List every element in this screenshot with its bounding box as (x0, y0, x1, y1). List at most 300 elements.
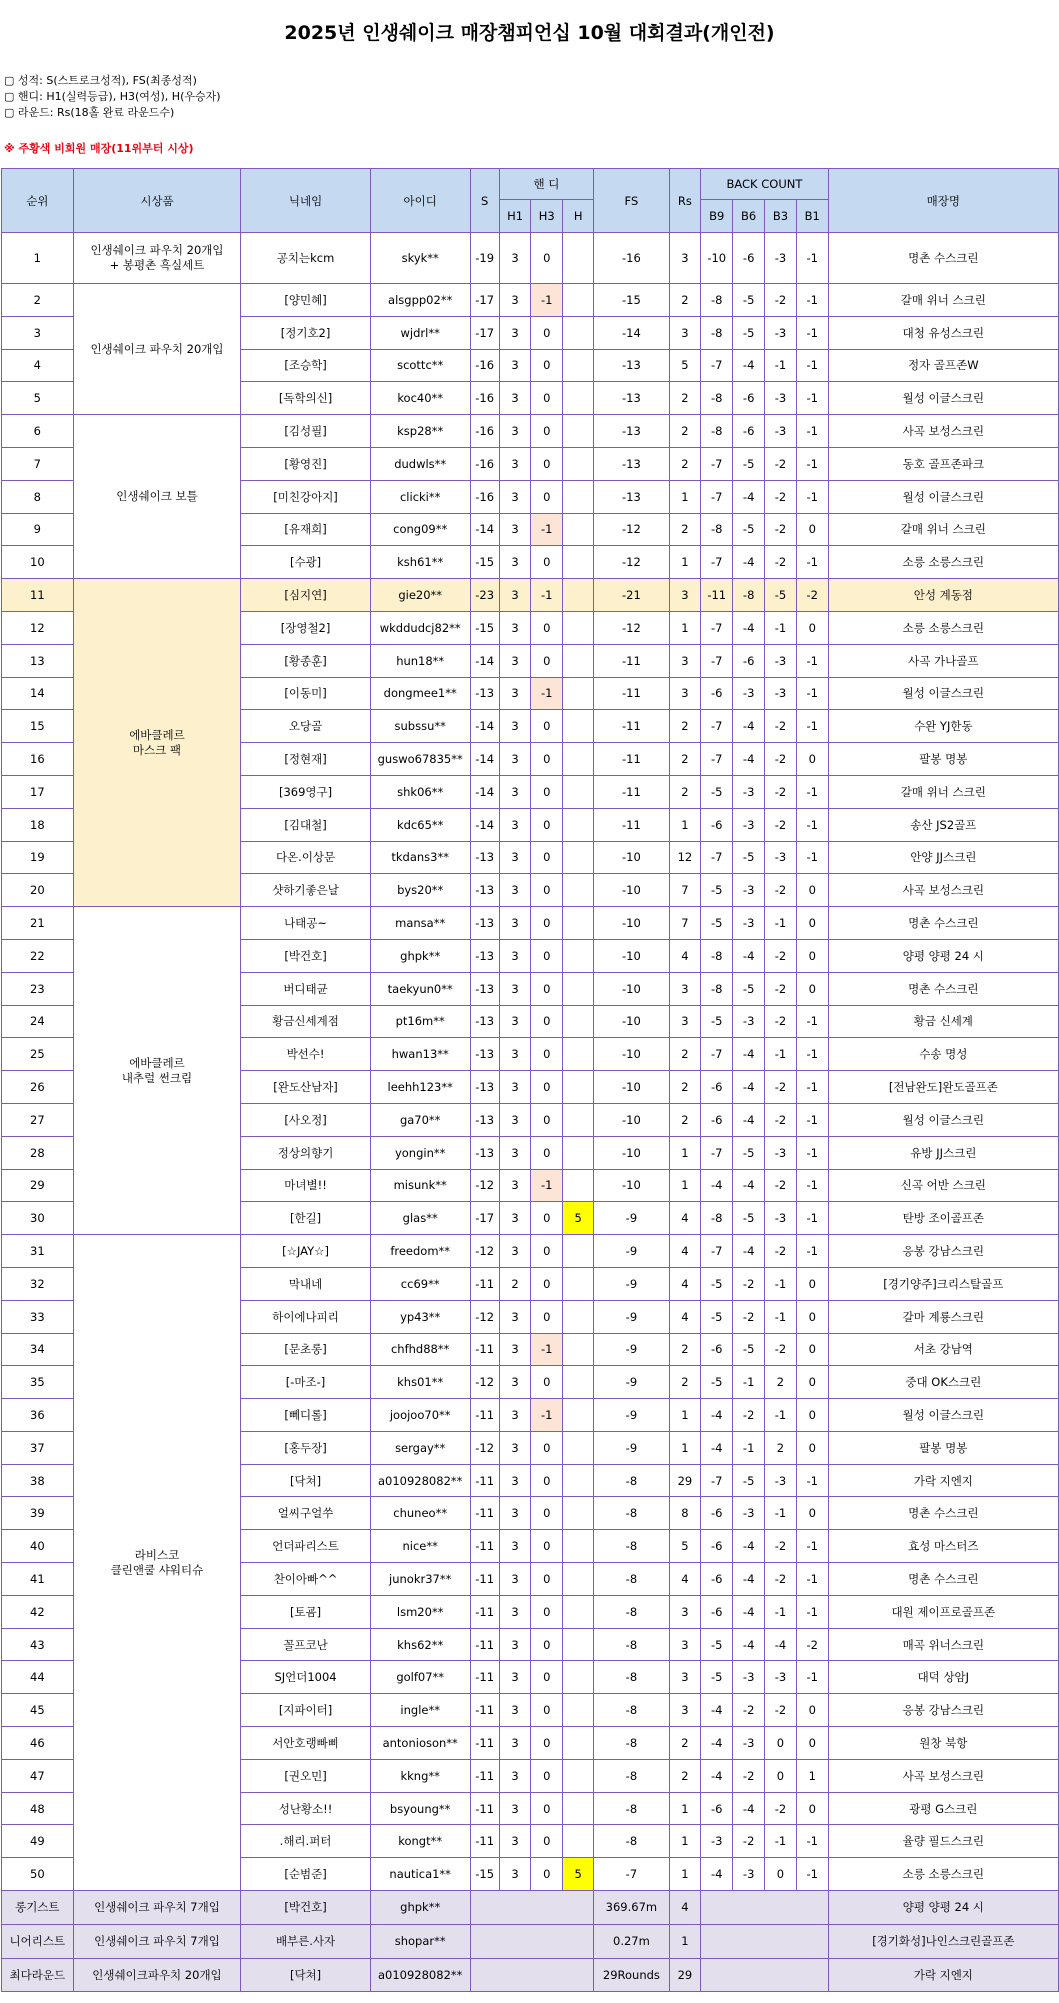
cell-h1: 3 (499, 1497, 531, 1530)
cell-stroke: -12 (470, 1169, 499, 1202)
cell-final-score: -11 (594, 644, 669, 677)
cell-b6: -4 (733, 349, 765, 382)
cell-h1: 3 (499, 1464, 531, 1497)
cell-rounds: 2 (669, 1366, 701, 1399)
cell-b9: -6 (701, 1563, 733, 1596)
cell-rank: 18 (2, 808, 74, 841)
cell-stroke: -13 (470, 841, 499, 874)
cell-h3: 0 (531, 907, 563, 940)
cell-b9: -3 (701, 1825, 733, 1858)
award-nickname: [닥쳐] (241, 1958, 370, 1992)
cell-nickname: 꼴프코난 (241, 1628, 370, 1661)
cell-final-score: -8 (594, 1497, 669, 1530)
cell-nickname: [☆JAY☆] (241, 1235, 370, 1268)
cell-h3: -1 (531, 1169, 563, 1202)
cell-store: 명촌 수스크린 (828, 1563, 1058, 1596)
cell-b1: -1 (796, 1464, 828, 1497)
cell-store: 대덕 상암J (828, 1661, 1058, 1694)
cell-nickname: [홍두장] (241, 1431, 370, 1464)
cell-b9: -6 (701, 808, 733, 841)
cell-h1: 3 (499, 1759, 531, 1792)
cell-user-id: chuneo** (370, 1497, 470, 1530)
cell-h3: 0 (531, 1563, 563, 1596)
cell-b6: -4 (733, 939, 765, 972)
cell-h (563, 1431, 594, 1464)
cell-h (563, 939, 594, 972)
cell-rounds: 1 (669, 1858, 701, 1891)
cell-h3: -1 (531, 284, 563, 317)
cell-h (563, 233, 594, 284)
cell-b1: 0 (796, 1366, 828, 1399)
cell-final-score: -21 (594, 579, 669, 612)
cell-stroke: -11 (470, 1333, 499, 1366)
cell-nickname: [김성필] (241, 415, 370, 448)
cell-h1: 3 (499, 907, 531, 940)
cell-user-id: yp43** (370, 1300, 470, 1333)
cell-b6: -1 (733, 1431, 765, 1464)
cell-b1: 0 (796, 1333, 828, 1366)
cell-b9: -8 (701, 1202, 733, 1235)
cell-rank: 49 (2, 1825, 74, 1858)
cell-rounds: 2 (669, 382, 701, 415)
cell-stroke: -14 (470, 775, 499, 808)
cell-b6: -4 (733, 611, 765, 644)
cell-h3: 0 (531, 874, 563, 907)
cell-rank: 7 (2, 447, 74, 480)
award-store: 양평 양평 24 시 (828, 1891, 1058, 1925)
cell-rank: 1 (2, 233, 74, 284)
cell-b9: -4 (701, 1169, 733, 1202)
cell-b6: -3 (733, 1661, 765, 1694)
cell-h1: 3 (499, 1071, 531, 1104)
cell-rounds: 2 (669, 1333, 701, 1366)
cell-rounds: 4 (669, 1235, 701, 1268)
cell-b6: -3 (733, 775, 765, 808)
cell-rounds: 3 (669, 1005, 701, 1038)
header-h1: H1 (499, 200, 531, 233)
cell-b3: -3 (765, 233, 797, 284)
cell-b3: -2 (765, 480, 797, 513)
cell-b1: 0 (796, 1792, 828, 1825)
cell-nickname: [정현재] (241, 743, 370, 776)
award-nickname: [박건호] (241, 1891, 370, 1925)
award-prize: 인생쉐이크 파우치 7개입 (73, 1924, 241, 1958)
cell-stroke: -14 (470, 743, 499, 776)
cell-nickname: [독학의신] (241, 382, 370, 415)
cell-rank: 26 (2, 1071, 74, 1104)
special-row (2, 1891, 1059, 1925)
cell-nickname: [완도산남자] (241, 1071, 370, 1104)
cell-h1: 3 (499, 1169, 531, 1202)
cell-rank: 28 (2, 1136, 74, 1169)
cell-rounds: 1 (669, 808, 701, 841)
cell-rounds: 1 (669, 1825, 701, 1858)
cell-final-score: -8 (594, 1464, 669, 1497)
cell-nickname: [양민혜] (241, 284, 370, 317)
cell-h (563, 480, 594, 513)
cell-b1: 0 (796, 513, 828, 546)
cell-store: 월성 이글스크린 (828, 1399, 1058, 1432)
cell-h1: 3 (499, 1136, 531, 1169)
cell-user-id: dongmee1** (370, 677, 470, 710)
cell-b1: -1 (796, 1038, 828, 1071)
cell-h1: 3 (499, 1333, 531, 1366)
cell-rounds: 3 (669, 1661, 701, 1694)
cell-store: 대원 제이프로골프존 (828, 1595, 1058, 1628)
award-type: 니어리스트 (2, 1924, 74, 1958)
cell-rounds: 1 (669, 1431, 701, 1464)
cell-user-id: ghpk** (370, 939, 470, 972)
cell-b1: 0 (796, 1267, 828, 1300)
cell-user-id: ksh61** (370, 546, 470, 579)
cell-h (563, 775, 594, 808)
cell-user-id: nice** (370, 1530, 470, 1563)
cell-h1: 3 (499, 939, 531, 972)
cell-b9: -4 (701, 1727, 733, 1760)
cell-rank: 6 (2, 415, 74, 448)
cell-b1: -1 (796, 1563, 828, 1596)
cell-rounds: 2 (669, 415, 701, 448)
cell-h (563, 1366, 594, 1399)
cell-rank: 14 (2, 677, 74, 710)
cell-stroke: -11 (470, 1267, 499, 1300)
cell-b6: -2 (733, 1300, 765, 1333)
page-title: 2025년 인생쉐이크 매장챔피언십 10월 대회결과(개인전) (284, 22, 775, 44)
cell-b9: -5 (701, 874, 733, 907)
cell-rank: 5 (2, 382, 74, 415)
cell-h1: 3 (499, 1694, 531, 1727)
cell-final-score: -12 (594, 513, 669, 546)
cell-store: 팔봉 명봉 (828, 743, 1058, 776)
cell-nickname: [한길] (241, 1202, 370, 1235)
cell-user-id: pt16m** (370, 1005, 470, 1038)
cell-store: 갈마 계룡스크린 (828, 1300, 1058, 1333)
cell-b6: -3 (733, 1005, 765, 1038)
cell-b6: -6 (733, 644, 765, 677)
cell-final-score: -8 (594, 1759, 669, 1792)
cell-b1: 0 (796, 939, 828, 972)
cell-rank: 44 (2, 1661, 74, 1694)
cell-stroke: -11 (470, 1464, 499, 1497)
cell-b3: -1 (765, 1595, 797, 1628)
cell-b9: -7 (701, 710, 733, 743)
cell-nickname: 성난황소!! (241, 1792, 370, 1825)
cell-h3: 0 (531, 1464, 563, 1497)
cell-final-score: -9 (594, 1431, 669, 1464)
cell-b1: 0 (796, 1431, 828, 1464)
cell-b9: -8 (701, 939, 733, 972)
cell-store: 사곡 가나골프 (828, 644, 1058, 677)
cell-b6: -5 (733, 284, 765, 317)
header-store: 매장명 (828, 169, 1058, 233)
cell-b3: -3 (765, 677, 797, 710)
cell-b1: -1 (796, 1530, 828, 1563)
cell-h3: 0 (531, 939, 563, 972)
cell-h1: 3 (499, 415, 531, 448)
cell-h3: 0 (531, 316, 563, 349)
cell-h3: 0 (531, 1792, 563, 1825)
table-row (2, 1235, 1059, 1268)
cell-rounds: 12 (669, 841, 701, 874)
cell-h3: 0 (531, 382, 563, 415)
cell-final-score: -10 (594, 939, 669, 972)
cell-store: 안양 JJ스크린 (828, 841, 1058, 874)
cell-nickname: [수광] (241, 546, 370, 579)
cell-store: 응봉 강남스크린 (828, 1235, 1058, 1268)
cell-h (563, 1661, 594, 1694)
cell-store: 유방 JJ스크린 (828, 1136, 1058, 1169)
cell-h (563, 546, 594, 579)
cell-store: 명촌 수스크린 (828, 907, 1058, 940)
cell-b6: -3 (733, 677, 765, 710)
cell-final-score: -9 (594, 1366, 669, 1399)
cell-h3: 0 (531, 415, 563, 448)
cell-rank: 40 (2, 1530, 74, 1563)
award-nickname: 배부른.사자 (241, 1924, 370, 1958)
cell-b3: -3 (765, 841, 797, 874)
cell-b3: -2 (765, 939, 797, 972)
cell-h (563, 1267, 594, 1300)
cell-store: 중대 OK스크린 (828, 1366, 1058, 1399)
prize-cell: 인생쉐이크 파우치 20개입 (73, 284, 241, 415)
cell-b1: -1 (796, 415, 828, 448)
cell-rounds: 2 (669, 1103, 701, 1136)
prize-cell: 인생쉐이크 파우치 20개입 + 봉평촌 흑실세트 (73, 233, 241, 284)
cell-h3: 0 (531, 480, 563, 513)
table-row (2, 284, 1059, 317)
cell-h1: 3 (499, 1399, 531, 1432)
cell-stroke: -14 (470, 710, 499, 743)
cell-h (563, 1235, 594, 1268)
cell-h1: 3 (499, 1563, 531, 1596)
cell-rounds: 8 (669, 1497, 701, 1530)
cell-b9: -5 (701, 1005, 733, 1038)
cell-nickname: [토굠] (241, 1595, 370, 1628)
cell-nickname: [박건호] (241, 939, 370, 972)
cell-nickname: [심지연] (241, 579, 370, 612)
cell-b1: -1 (796, 349, 828, 382)
cell-h (563, 1071, 594, 1104)
cell-b1: 0 (796, 1694, 828, 1727)
cell-b3: -1 (765, 349, 797, 382)
cell-b9: -5 (701, 775, 733, 808)
cell-b9: -6 (701, 1497, 733, 1530)
header-b1: B1 (796, 200, 828, 233)
cell-rank: 11 (2, 579, 74, 612)
cell-b3: -3 (765, 1661, 797, 1694)
cell-h3: 0 (531, 808, 563, 841)
cell-rounds: 4 (669, 939, 701, 972)
cell-stroke: -13 (470, 874, 499, 907)
cell-b6: -3 (733, 808, 765, 841)
cell-h (563, 349, 594, 382)
cell-b1: -1 (796, 284, 828, 317)
cell-user-id: bsyoung** (370, 1792, 470, 1825)
cell-h1: 3 (499, 284, 531, 317)
award-empty (470, 1924, 594, 1958)
cell-b6: -3 (733, 1497, 765, 1530)
cell-h3: 0 (531, 1103, 563, 1136)
cell-b3: -2 (765, 1694, 797, 1727)
header-user-id: 아이디 (370, 169, 470, 233)
cell-stroke: -23 (470, 579, 499, 612)
cell-b6: -5 (733, 1202, 765, 1235)
cell-user-id: gie20** (370, 579, 470, 612)
cell-rounds: 1 (669, 1169, 701, 1202)
cell-rounds: 7 (669, 874, 701, 907)
cell-rounds: 2 (669, 1071, 701, 1104)
cell-user-id: scottc** (370, 349, 470, 382)
cell-b3: -1 (765, 611, 797, 644)
cell-h1: 3 (499, 513, 531, 546)
cell-rank: 48 (2, 1792, 74, 1825)
cell-stroke: -11 (470, 1727, 499, 1760)
cell-h1: 3 (499, 316, 531, 349)
cell-stroke: -12 (470, 1300, 499, 1333)
award-empty (701, 1958, 828, 1992)
cell-store: 월성 이글스크린 (828, 480, 1058, 513)
cell-h (563, 644, 594, 677)
cell-rank: 21 (2, 907, 74, 940)
cell-h1: 3 (499, 874, 531, 907)
cell-rounds: 3 (669, 644, 701, 677)
cell-b3: -1 (765, 1399, 797, 1432)
cell-rank: 15 (2, 710, 74, 743)
cell-h (563, 447, 594, 480)
cell-b1: -1 (796, 1202, 828, 1235)
cell-final-score: -9 (594, 1202, 669, 1235)
cell-h1: 3 (499, 1858, 531, 1891)
cell-stroke: -15 (470, 611, 499, 644)
cell-h1: 3 (499, 1300, 531, 1333)
cell-b9: -8 (701, 284, 733, 317)
cell-b9: -6 (701, 1530, 733, 1563)
cell-h (563, 1333, 594, 1366)
cell-nickname: 오당골 (241, 710, 370, 743)
cell-b6: -3 (733, 907, 765, 940)
cell-h1: 3 (499, 644, 531, 677)
cell-user-id: khs01** (370, 1366, 470, 1399)
cell-b3: -3 (765, 316, 797, 349)
cell-nickname: 얼씨구얼쑤 (241, 1497, 370, 1530)
cell-h (563, 1464, 594, 1497)
cell-nickname: 마녀별!! (241, 1169, 370, 1202)
cell-stroke: -14 (470, 808, 499, 841)
cell-store: 대청 유성스크린 (828, 316, 1058, 349)
cell-user-id: guswo67835** (370, 743, 470, 776)
cell-nickname: 박선수! (241, 1038, 370, 1071)
cell-rank: 45 (2, 1694, 74, 1727)
cell-store: 월성 이글스크린 (828, 382, 1058, 415)
results-body (2, 233, 1059, 1891)
award-user-id: a010928082** (370, 1958, 470, 1992)
cell-rounds: 4 (669, 1300, 701, 1333)
cell-b3: -2 (765, 710, 797, 743)
cell-h1: 2 (499, 1267, 531, 1300)
cell-rounds: 5 (669, 349, 701, 382)
cell-b9: -7 (701, 611, 733, 644)
cell-b9: -5 (701, 907, 733, 940)
cell-user-id: junokr37** (370, 1563, 470, 1596)
cell-b3: -2 (765, 1333, 797, 1366)
cell-user-id: koc40** (370, 382, 470, 415)
cell-nickname: 버디태균 (241, 972, 370, 1005)
cell-b3: -4 (765, 1628, 797, 1661)
cell-b9: -5 (701, 1300, 733, 1333)
cell-rounds: 2 (669, 1038, 701, 1071)
cell-store: 명촌 수스크린 (828, 233, 1058, 284)
cell-h1: 3 (499, 349, 531, 382)
cell-final-score: -9 (594, 1300, 669, 1333)
cell-stroke: -14 (470, 644, 499, 677)
cell-h3: 0 (531, 1038, 563, 1071)
cell-rank: 17 (2, 775, 74, 808)
cell-h1: 3 (499, 1202, 531, 1235)
cell-store: 갈매 위너 스크린 (828, 284, 1058, 317)
cell-b1: -1 (796, 1136, 828, 1169)
cell-h1: 3 (499, 677, 531, 710)
cell-h1: 3 (499, 1005, 531, 1038)
cell-b9: -7 (701, 1038, 733, 1071)
cell-rank: 35 (2, 1366, 74, 1399)
cell-user-id: cong09** (370, 513, 470, 546)
cell-rounds: 3 (669, 1628, 701, 1661)
cell-b3: -2 (765, 546, 797, 579)
cell-stroke: -11 (470, 1759, 499, 1792)
cell-b6: -5 (733, 447, 765, 480)
cell-user-id: wjdrl** (370, 316, 470, 349)
cell-h3: 0 (531, 1595, 563, 1628)
cell-nickname: [미친강아지] (241, 480, 370, 513)
cell-b9: -4 (701, 1858, 733, 1891)
cell-h3: 0 (531, 1005, 563, 1038)
cell-rank: 30 (2, 1202, 74, 1235)
cell-final-score: -8 (594, 1825, 669, 1858)
cell-b3: -3 (765, 382, 797, 415)
cell-stroke: -15 (470, 1858, 499, 1891)
cell-b9: -6 (701, 1595, 733, 1628)
cell-b9: -7 (701, 1235, 733, 1268)
cell-store: 사곡 보성스크린 (828, 415, 1058, 448)
cell-stroke: -12 (470, 1366, 499, 1399)
table-row (2, 579, 1059, 612)
cell-rank: 8 (2, 480, 74, 513)
cell-rank: 27 (2, 1103, 74, 1136)
cell-user-id: chfhd88** (370, 1333, 470, 1366)
cell-h1: 3 (499, 1595, 531, 1628)
cell-user-id: misunk** (370, 1169, 470, 1202)
award-rounds: 1 (669, 1924, 701, 1958)
header-rank: 순위 (2, 169, 74, 233)
cell-final-score: -12 (594, 611, 669, 644)
cell-h (563, 710, 594, 743)
legend (4, 73, 221, 121)
cell-h (563, 874, 594, 907)
cell-h3: 0 (531, 710, 563, 743)
cell-store: 응봉 강남스크린 (828, 1694, 1058, 1727)
cell-h3: 0 (531, 447, 563, 480)
cell-user-id: hwan13** (370, 1038, 470, 1071)
cell-user-id: hun18** (370, 644, 470, 677)
cell-rank: 39 (2, 1497, 74, 1530)
cell-rank: 37 (2, 1431, 74, 1464)
cell-store: 팔봉 명봉 (828, 1431, 1058, 1464)
cell-b6: -6 (733, 382, 765, 415)
award-prize: 인생쉐이크 파우치 7개입 (73, 1891, 241, 1925)
cell-b1: -1 (796, 841, 828, 874)
cell-final-score: -11 (594, 743, 669, 776)
cell-b9: -6 (701, 1333, 733, 1366)
